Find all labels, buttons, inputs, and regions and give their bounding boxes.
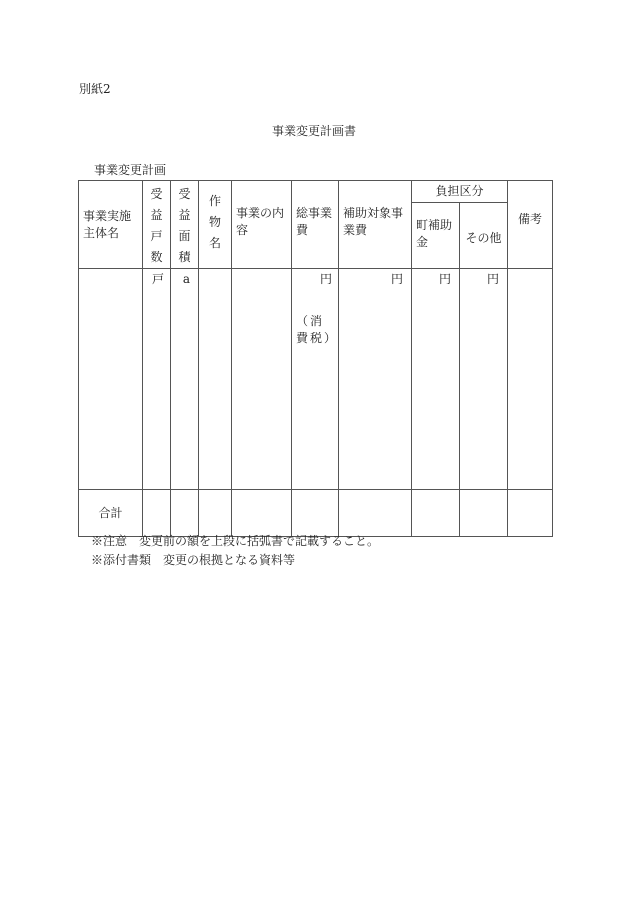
cell-households-unit: 戸 <box>143 269 171 490</box>
document-title: 事業変更計画書 <box>272 124 357 138</box>
cell-remarks[interactable] <box>508 269 553 490</box>
header-subsidy-target: 補助対象事業費 <box>339 181 412 269</box>
header-other: その他 <box>460 203 508 269</box>
cell-subsidy-target-unit: 円 <box>339 269 412 490</box>
header-implementer: 事業実施主体名 <box>79 181 143 269</box>
total-cell <box>143 490 171 537</box>
cell-area-unit: a <box>171 269 199 490</box>
note-caution: ※注意 変更前の額を上段に括弧書で記載すること。 <box>91 534 380 548</box>
total-cell <box>292 490 339 537</box>
cell-content[interactable] <box>232 269 292 490</box>
header-total-cost: 総事業費 <box>292 181 339 269</box>
section-label: 事業変更計画 <box>94 163 167 177</box>
attachment-label: 別紙2 <box>79 82 111 96</box>
note-attachments: ※添付書類 変更の根拠となる資料等 <box>91 553 296 567</box>
header-area: 受益面積 <box>171 181 199 269</box>
header-town-subsidy: 町補助金 <box>412 203 460 269</box>
header-content: 事業の内容 <box>232 181 292 269</box>
cell-other-unit: 円 <box>460 269 508 490</box>
total-cell <box>171 490 199 537</box>
tax-note: （消費税） <box>296 314 339 345</box>
total-cell <box>339 490 412 537</box>
cell-implementer[interactable] <box>79 269 143 490</box>
header-households: 受益戸数 <box>143 181 171 269</box>
cell-crop[interactable] <box>199 269 232 490</box>
plan-table <box>78 180 553 537</box>
cell-town-subsidy-unit: 円 <box>412 269 460 490</box>
total-cell <box>460 490 508 537</box>
total-cell <box>412 490 460 537</box>
header-burden: 負担区分 <box>412 181 508 203</box>
total-cell <box>199 490 232 537</box>
header-remarks: 備考 <box>508 181 553 269</box>
total-cell <box>232 490 292 537</box>
total-cell <box>508 490 553 537</box>
total-label: 合計 <box>79 490 143 537</box>
cell-total-cost-unit: 円 <box>320 272 333 286</box>
header-crop: 作物名 <box>199 181 232 269</box>
